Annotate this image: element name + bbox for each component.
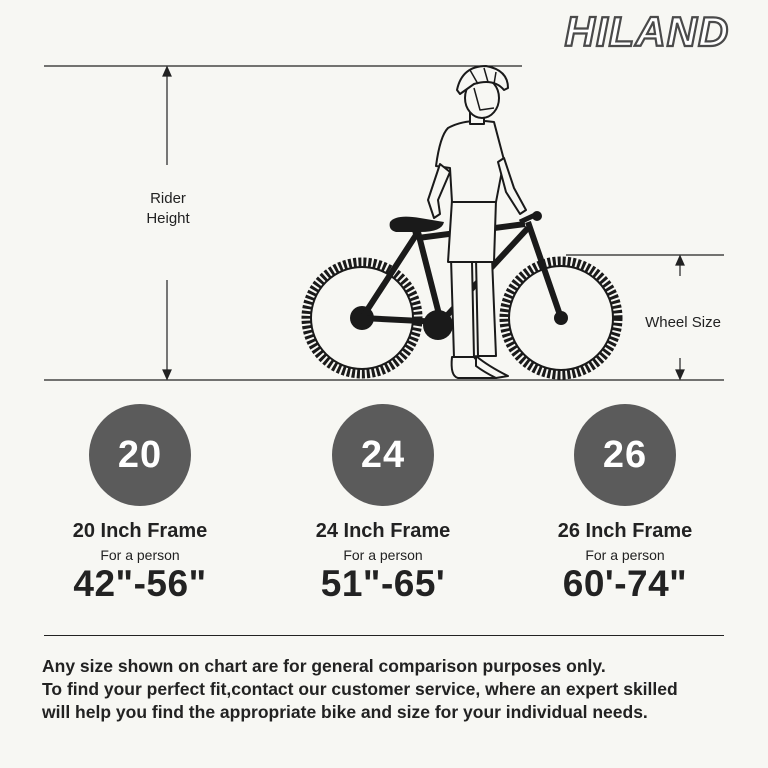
frame-size-badge: 20 [89,404,191,506]
frame-size-24 [283,404,483,605]
frame-size-badge: 26 [574,404,676,506]
frame-subtitle: For a person [100,547,180,563]
frame-title: 26 Inch Frame [557,520,693,542]
frame-height-range: 42"-56" [73,563,207,604]
disclaimer-line-1: Any size shown on chart are for general comparison purposes only. [42,656,606,676]
logo-text: HILAND [564,10,730,54]
frame-title: 24 Inch Frame [315,520,451,542]
frame-size-26 [525,404,725,605]
disclaimer-line-3: will help you find the appropriate bike and size for your individual needs. [42,702,648,722]
rider-height-label [128,189,208,229]
rider-height-label-line1: Rider [150,190,186,207]
frame-size-badge: 24 [332,404,434,506]
disclaimer-line-2: To find your perfect fit,contact our customer service, where an expert skilled [42,679,678,699]
frame-subtitle: For a person [343,547,423,563]
wheel-size-label: Wheel Size [645,314,721,331]
rider-height-label-line2: Height [146,210,190,227]
section-divider [44,635,724,636]
frame-height-range: 51"-65' [320,563,446,604]
frame-height-range: 60'-74" [562,563,688,604]
frame-title: 20 Inch Frame [72,520,208,542]
disclaimer-text [42,655,742,724]
frame-subtitle: For a person [585,547,665,563]
frame-size-20 [40,404,240,605]
